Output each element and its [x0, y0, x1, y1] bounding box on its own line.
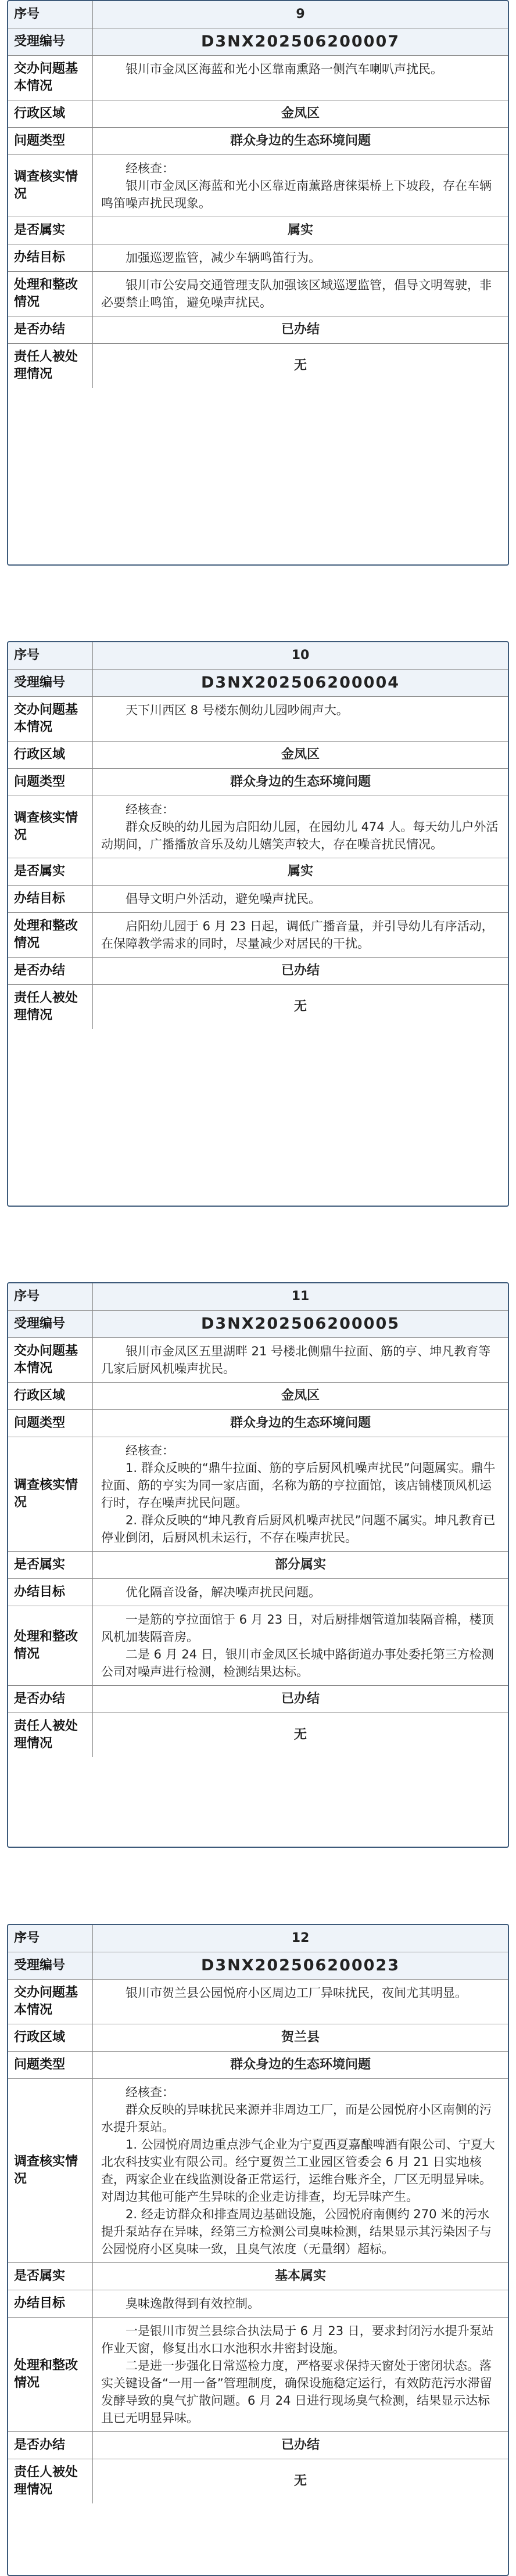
paragraph: 经核查： — [126, 803, 174, 816]
value-acceptance-no: D3NX202506200005 — [200, 1315, 400, 1333]
paragraph: 银川市金凤区海蓝和光小区靠近南薰路唐徕渠桥上下坡段，存在车辆鸣笛噪声扰民现象。 — [101, 179, 492, 210]
label-type: 问题类型 — [8, 128, 93, 154]
value-type: 群众身边的生态环境问题 — [230, 134, 371, 148]
value-verify — [93, 796, 508, 858]
value-type: 群众身边的生态环境问题 — [230, 1416, 371, 1430]
value-acceptance-no: D3NX202506200023 — [200, 1956, 400, 1974]
paragraph: 经核查： — [126, 2085, 174, 2099]
row-goal — [8, 244, 508, 271]
value-seq: 10 — [291, 648, 310, 663]
value-verify — [93, 155, 508, 217]
label-goal: 办结目标 — [8, 1579, 93, 1606]
paragraph: 群众反映的异味扰民来源并非周边工厂，而是公园悦府小区南侧的污水提升泵站。 — [101, 2103, 492, 2134]
label-responsible: 责任人被处理情况 — [8, 2459, 93, 2503]
label-type: 问题类型 — [8, 1410, 93, 1437]
value-is-true: 属实 — [287, 223, 313, 238]
label-done: 是否办结 — [8, 1686, 93, 1712]
label-goal: 办结目标 — [8, 2290, 93, 2317]
label-acceptance-no: 受理编号 — [8, 28, 93, 55]
row-verify — [8, 154, 508, 217]
row-is-true — [8, 858, 508, 885]
label-problem: 交办问题基本情况 — [8, 56, 93, 100]
paragraph: 一是银川市贺兰县综合执法局于 6 月 23 日，要求封闭污水提升泵站作业天窗，修复出水口水池积水井密封设施。 — [101, 2324, 494, 2355]
label-seq: 序号 — [8, 1283, 93, 1310]
row-done — [8, 2431, 508, 2459]
label-responsible: 责任人被处理情况 — [8, 344, 93, 388]
label-problem: 交办问题基本情况 — [8, 1338, 93, 1382]
value-type: 群众身边的生态环境问题 — [230, 775, 371, 789]
label-region: 行政区域 — [8, 100, 93, 127]
row-seq — [8, 642, 508, 669]
row-type — [8, 2051, 508, 2078]
paragraph: 一是筋的亨拉面馆于 6 月 23 日，对后厨排烟管道加装隔音棉，楼顶风机加装隔音房。 — [101, 1613, 494, 1644]
row-handling — [8, 271, 508, 316]
label-is-true: 是否属实 — [8, 2263, 93, 2290]
paragraph: 2. 经走访群众和排查周边基础设施，公园悦府南侧约 270 米的污水提升泵站存在异味，经第三方检测公司臭味检测，结果显示其污染因子与公园悦府小区臭味一致，且臭气浓度（无量纲）超标。 — [101, 2207, 492, 2256]
row-is-true — [8, 217, 508, 244]
value-responsible: 无 — [293, 999, 307, 1014]
label-handling: 处理和整改情况 — [8, 913, 93, 957]
label-verify: 调查核实情况 — [8, 796, 93, 858]
value-goal — [93, 244, 508, 271]
label-verify: 调查核实情况 — [8, 155, 93, 217]
row-handling — [8, 912, 508, 957]
case-card — [7, 1924, 509, 2576]
value-problem — [93, 1338, 508, 1382]
label-seq: 序号 — [8, 1925, 93, 1952]
value-region: 金凤区 — [281, 747, 320, 762]
case-card — [7, 0, 509, 566]
label-done: 是否办结 — [8, 316, 93, 343]
paragraph: 经核查： — [126, 161, 174, 175]
row-problem — [8, 1337, 508, 1382]
paragraph: 1. 公园悦府周边重点涉气企业为宁夏西夏嘉酿啤酒有限公司、宁夏大北农科技实业有限公司。经宁夏贺兰工业园区管委会 6 月 21 日实地核查，两家企业在线监测设备正常运行，运维台账齐全，厂区无明显异味。对周边其他可能产生异味的企业走访排查，均无异味产生。 — [101, 2138, 495, 2204]
value-goal — [93, 886, 508, 912]
row-done — [8, 957, 508, 984]
value-goal — [93, 2290, 508, 2317]
value-seq: 9 — [296, 7, 305, 21]
paragraph: 倡导文明户外活动，避免噪声扰民。 — [126, 892, 321, 906]
label-responsible: 责任人被处理情况 — [8, 985, 93, 1029]
value-done: 已办结 — [281, 963, 320, 978]
value-done: 已办结 — [281, 2438, 320, 2452]
paragraph: 优化隔音设备，解决噪声扰民问题。 — [126, 1585, 321, 1599]
paragraph: 群众反映的幼儿园为启阳幼儿园，在园幼儿 474 人。每天幼儿户外活动期间，广播播放音乐及幼儿嬉笑声较大，存在噪音扰民情况。 — [101, 820, 499, 851]
paragraph: 二是进一步强化日常巡检力度，严格要求保持天窗处于密闭状态。落实关键设备“一用一备”管理制度，确保设施稳定运行，有效防范污水滞留发酵导致的臭气扩散问题。6 月 24 日进行现场臭气检测，结果显示达标且已无明显异味。 — [101, 2359, 492, 2425]
row-handling — [8, 1606, 508, 1685]
row-seq — [8, 1925, 508, 1952]
label-responsible: 责任人被处理情况 — [8, 1713, 93, 1757]
label-handling: 处理和整改情况 — [8, 272, 93, 316]
label-is-true: 是否属实 — [8, 858, 93, 885]
value-is-true: 属实 — [287, 864, 313, 879]
row-problem — [8, 696, 508, 741]
row-done — [8, 1685, 508, 1712]
value-seq: 11 — [291, 1289, 310, 1304]
value-handling — [93, 913, 508, 957]
paragraph: 银川市公安局交通管理支队加强该区域巡逻监管，倡导文明驾驶，非必要禁止鸣笛，避免噪声扰民。 — [101, 278, 492, 310]
row-goal — [8, 885, 508, 912]
label-acceptance-no: 受理编号 — [8, 670, 93, 696]
row-acceptance-no — [8, 28, 508, 55]
row-handling — [8, 2317, 508, 2431]
paragraph: 2. 群众反映的“坤凡教育后厨风机噪声扰民”问题不属实。坤凡教育已停业倒闭，后厨风机未运行，不存在噪声扰民。 — [101, 1513, 496, 1545]
row-region — [8, 1382, 508, 1409]
label-is-true: 是否属实 — [8, 217, 93, 244]
row-is-true — [8, 1551, 508, 1578]
row-region — [8, 741, 508, 768]
label-handling: 处理和整改情况 — [8, 2318, 93, 2431]
paragraph: 天下川西区 8 号楼东侧幼儿园吵闹声大。 — [126, 703, 349, 717]
label-seq: 序号 — [8, 642, 93, 669]
value-acceptance-no: D3NX202506200007 — [200, 33, 400, 51]
row-verify — [8, 2078, 508, 2262]
paragraph: 银川市金凤区海蓝和光小区靠南熏路一侧汽车喇叭声扰民。 — [126, 62, 443, 76]
value-responsible: 无 — [293, 358, 307, 373]
value-problem — [93, 1980, 508, 2024]
row-responsible — [8, 984, 508, 1029]
value-is-true: 基本属实 — [274, 2269, 326, 2283]
value-done: 已办结 — [281, 1692, 320, 1706]
paragraph: 臭味逸散得到有效控制。 — [126, 2297, 260, 2311]
label-region: 行政区域 — [8, 2024, 93, 2051]
row-seq — [8, 1283, 508, 1310]
value-handling — [93, 2318, 508, 2431]
case-card — [7, 641, 509, 1207]
value-region: 金凤区 — [281, 1388, 320, 1403]
value-problem — [93, 697, 508, 741]
label-region: 行政区域 — [8, 742, 93, 768]
paragraph: 银川市贺兰县公园悦府小区周边工厂异味扰民，夜间尤其明显。 — [126, 1986, 467, 2000]
row-responsible — [8, 343, 508, 388]
row-acceptance-no — [8, 669, 508, 696]
value-responsible: 无 — [293, 2474, 307, 2488]
paragraph: 启阳幼儿园于 6 月 23 日起，调低广播音量，并引导幼儿有序活动，在保障教学需求的同时，尽量减少对居民的干扰。 — [101, 919, 494, 951]
label-problem: 交办问题基本情况 — [8, 1980, 93, 2024]
value-seq: 12 — [291, 1931, 310, 1945]
label-verify: 调查核实情况 — [8, 2079, 93, 2262]
row-region — [8, 2024, 508, 2051]
row-type — [8, 768, 508, 796]
paragraph: 1. 群众反映的“鼎牛拉面、筋的亨后厨风机噪声扰民”问题属实。鼎牛拉面、筋的亨实为同一家店面，名称为筋的亨拉面馆，该店铺楼顶风机运行时，存在噪声扰民问题。 — [101, 1461, 496, 1510]
value-responsible: 无 — [293, 1728, 307, 1742]
value-handling — [93, 272, 508, 316]
row-type — [8, 1409, 508, 1437]
row-goal — [8, 2290, 508, 2317]
paragraph: 经核查： — [126, 1444, 174, 1458]
label-handling: 处理和整改情况 — [8, 1606, 93, 1685]
paragraph: 加强巡逻监管，减少车辆鸣笛行为。 — [126, 251, 321, 265]
label-done: 是否办结 — [8, 958, 93, 984]
label-seq: 序号 — [8, 1, 93, 28]
label-acceptance-no: 受理编号 — [8, 1952, 93, 1979]
row-verify — [8, 1437, 508, 1551]
label-goal: 办结目标 — [8, 244, 93, 271]
row-done — [8, 316, 508, 343]
row-type — [8, 127, 508, 154]
value-verify — [93, 2079, 508, 2262]
row-verify — [8, 796, 508, 858]
row-goal — [8, 1578, 508, 1606]
label-type: 问题类型 — [8, 769, 93, 796]
value-verify — [93, 1437, 508, 1551]
label-region: 行政区域 — [8, 1383, 93, 1409]
row-problem — [8, 55, 508, 100]
row-problem — [8, 1979, 508, 2024]
value-done: 已办结 — [281, 322, 320, 337]
label-goal: 办结目标 — [8, 886, 93, 912]
row-region — [8, 100, 508, 127]
label-problem: 交办问题基本情况 — [8, 697, 93, 741]
case-card — [7, 1282, 509, 1848]
label-verify: 调查核实情况 — [8, 1437, 93, 1551]
value-acceptance-no: D3NX202506200004 — [200, 674, 400, 692]
value-type: 群众身边的生态环境问题 — [230, 2057, 371, 2072]
row-seq — [8, 1, 508, 28]
value-handling — [93, 1606, 508, 1685]
row-acceptance-no — [8, 1952, 508, 1979]
value-is-true: 部分属实 — [274, 1557, 326, 1572]
label-is-true: 是否属实 — [8, 1552, 93, 1578]
label-type: 问题类型 — [8, 2052, 93, 2078]
row-responsible — [8, 2459, 508, 2503]
value-region: 贺兰县 — [281, 2030, 320, 2045]
label-done: 是否办结 — [8, 2432, 93, 2459]
label-acceptance-no: 受理编号 — [8, 1311, 93, 1337]
paragraph: 银川市金凤区五里湖畔 21 号楼北侧鼎牛拉面、筋的亨、坤凡教育等几家后厨风机噪声扰民。 — [101, 1344, 491, 1376]
paragraph: 二是 6 月 24 日，银川市金凤区长城中路街道办事处委托第三方检测公司对噪声进行检测，检测结果达标。 — [101, 1647, 494, 1679]
row-responsible — [8, 1712, 508, 1757]
row-is-true — [8, 2262, 508, 2290]
value-problem — [93, 56, 508, 100]
row-acceptance-no — [8, 1310, 508, 1337]
value-region: 金凤区 — [281, 106, 320, 121]
value-goal — [93, 1579, 508, 1606]
